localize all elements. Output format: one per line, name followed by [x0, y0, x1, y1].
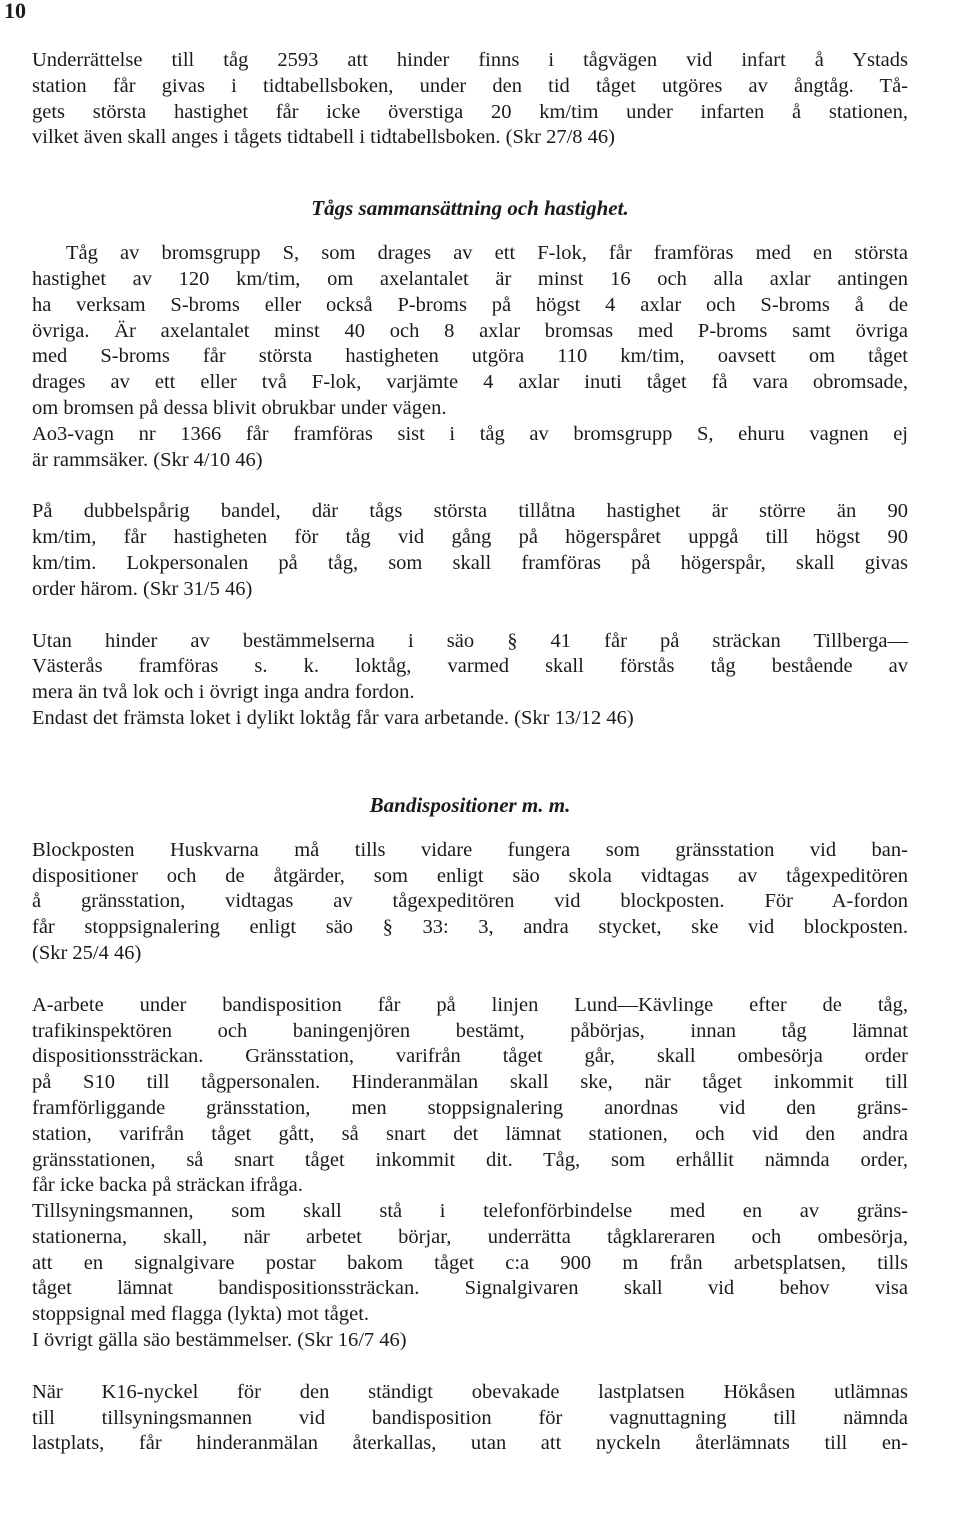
- text-line: till tillsyningsmannen vid bandisposition för vagnuttagning till nämnda: [32, 1406, 908, 1429]
- text-line: vilket även skall anges i tågets tidtabell i tidtabellsboken. (Skr 27/8 46): [32, 126, 615, 149]
- section-heading-train-composition: Tågs sammansättning och hastighet.: [311, 196, 629, 221]
- text-line: på S10 till tågpersonalen. Hinderanmälan skall ske, när tåget inkommit till: [32, 1071, 908, 1094]
- text-line: km/tim, får hastigheten för tåg vid gång på högerspåret uppgå till högst 90: [32, 526, 908, 549]
- text-line: trafikinspektören och baningenjören bestämt, påbörjas, innan tåg lämnat: [32, 1019, 908, 1042]
- text-line: gränsstationen, så snart tåget inkommit dit. Tåg, som erhållit nämnda order,: [32, 1148, 908, 1171]
- paragraph-tillberga: [32, 629, 908, 706]
- text-line: om bromsen på dessa blivit obrukbar under vägen.: [32, 396, 447, 419]
- text-line: Ao3-vagn nr 1366 får framföras sist i tåg av bromsgrupp S, ehuru vagnen ej: [32, 422, 908, 445]
- paragraph-loktag: [32, 706, 908, 732]
- text-line: station får givas i tidtabellsboken, under den tid tåget utgöres av ångtåg. Tå-: [32, 74, 908, 97]
- document-body: [32, 48, 908, 1457]
- text-line: lastplats, får hinderanmälan återkallas, utan att nyckeln återlämnats till en-: [32, 1432, 908, 1455]
- text-line: Tillsyningsmannen, som skall stå i telefonförbindelse med en av gräns-: [32, 1200, 908, 1223]
- paragraph-ao3-vagn: [32, 422, 908, 474]
- text-line: km/tim. Lokpersonalen på tåg, som skall framföras på högerspår, skall givas: [32, 551, 908, 574]
- text-line: A-arbete under bandisposition får på linjen Lund—Kävlinge efter de tåg,: [32, 993, 908, 1016]
- text-line: Tåg av bromsgrupp S, som drages av ett F-lok, får framföras med en största: [66, 242, 908, 265]
- text-line: station, varifrån tåget gått, så snart det lämnat stationen, och vid den andra: [32, 1122, 908, 1145]
- paragraph-k16-nyckel: [32, 1380, 908, 1457]
- text-line: Underrättelse till tåg 2593 att hinder finns i tågvägen vid infart å Ystads: [32, 49, 908, 71]
- text-line: stationerna, skall, när arbetet börjar, underrätta tågklareraren och ombesörja,: [32, 1225, 908, 1248]
- text-line: På dubbelspårig bandel, där tågs största tillåtna hastighet är större än 90: [32, 500, 908, 523]
- text-line: drages av ett eller två F-lok, varjämte 4 axlar inuti tåget få vara obromsade,: [32, 371, 908, 394]
- paragraph-tillsyningsmannen: [32, 1199, 908, 1328]
- text-line: är rammsäker. (Skr 4/10 46): [32, 448, 263, 471]
- text-line: gets största hastighet får icke överstiga 20 km/tim under infarten å stationen,: [32, 100, 908, 123]
- text-line: (Skr 25/4 46): [32, 941, 142, 964]
- text-line: order härom. (Skr 31/5 46): [32, 577, 253, 600]
- paragraph-a-arbete: [32, 993, 908, 1199]
- text-line: Västerås framföras s. k. loktåg, varmed skall förstås tåg bestående av: [32, 655, 908, 678]
- text-line: hastighet av 120 km/tim, om axelantalet är minst 16 och alla axlar antingen: [32, 267, 908, 290]
- text-line: Endast det främsta loket i dylikt loktåg får vara arbetande. (Skr 13/12 46): [32, 706, 634, 729]
- text-line: med S-broms får största hastigheten utgöra 110 km/tim, oavsett om tåget: [32, 345, 908, 368]
- paragraph-dubbelsparig: [32, 499, 908, 602]
- text-line: får icke backa på sträckan ifråga.: [32, 1174, 303, 1197]
- text-line: I övrigt gälla säo bestämmelser. (Skr 16/7 46): [32, 1329, 407, 1352]
- text-line: När K16-nyckel för den ständigt obevakade lastplatsen Hökåsen utlämnas: [32, 1380, 908, 1403]
- paragraph-ystads: [32, 48, 908, 151]
- text-line: mera än två lok och i övrigt inga andra fordon.: [32, 681, 415, 704]
- text-line: ha verksam S-broms eller också P-broms på högst 4 axlar och S-broms å de: [32, 293, 908, 316]
- text-line: å gränsstation, vidtagas av tågexpeditören vid blockposten. För A-fordon: [32, 890, 908, 913]
- paragraph-ovrigt: [32, 1328, 908, 1354]
- page-number: 10: [4, 0, 26, 23]
- paragraph-huskvarna: [32, 838, 908, 967]
- text-line: stoppsignal med flagga (lykta) mot tåget.: [32, 1303, 370, 1326]
- text-line: att en signalgivare postar bakom tåget c:a 900 m från arbetsplatsen, tills: [32, 1251, 908, 1274]
- text-line: dispositionssträckan. Gränsstation, varifrån tåget går, skall ombesörja order: [32, 1045, 908, 1068]
- text-line: övriga. Är axelantalet minst 40 och 8 axlar bromsas med P-broms samt övriga: [32, 319, 908, 342]
- text-line: framförliggande gränsstation, men stoppsignalering anordnas vid den gräns-: [32, 1096, 908, 1119]
- text-line: tåget lämnat bandispositionssträckan. Signalgivaren skall vid behov visa: [32, 1277, 908, 1300]
- text-line: dispositioner och de åtgärder, som enligt säo skola vidtagas av tågexpeditören: [32, 864, 908, 887]
- paragraph-bromsgrupp: [32, 241, 908, 422]
- text-line: Blockposten Huskvarna må tills vidare fungera som gränsstation vid ban-: [32, 838, 908, 861]
- section-heading-bandispositioner: Bandispositioner m. m.: [369, 792, 571, 817]
- text-line: får stoppsignalering enligt säo § 33: 3, andra stycket, ske vid blockposten.: [32, 916, 908, 939]
- text-line: Utan hinder av bestämmelserna i säo § 41 får på sträckan Tillberga—: [32, 629, 908, 652]
